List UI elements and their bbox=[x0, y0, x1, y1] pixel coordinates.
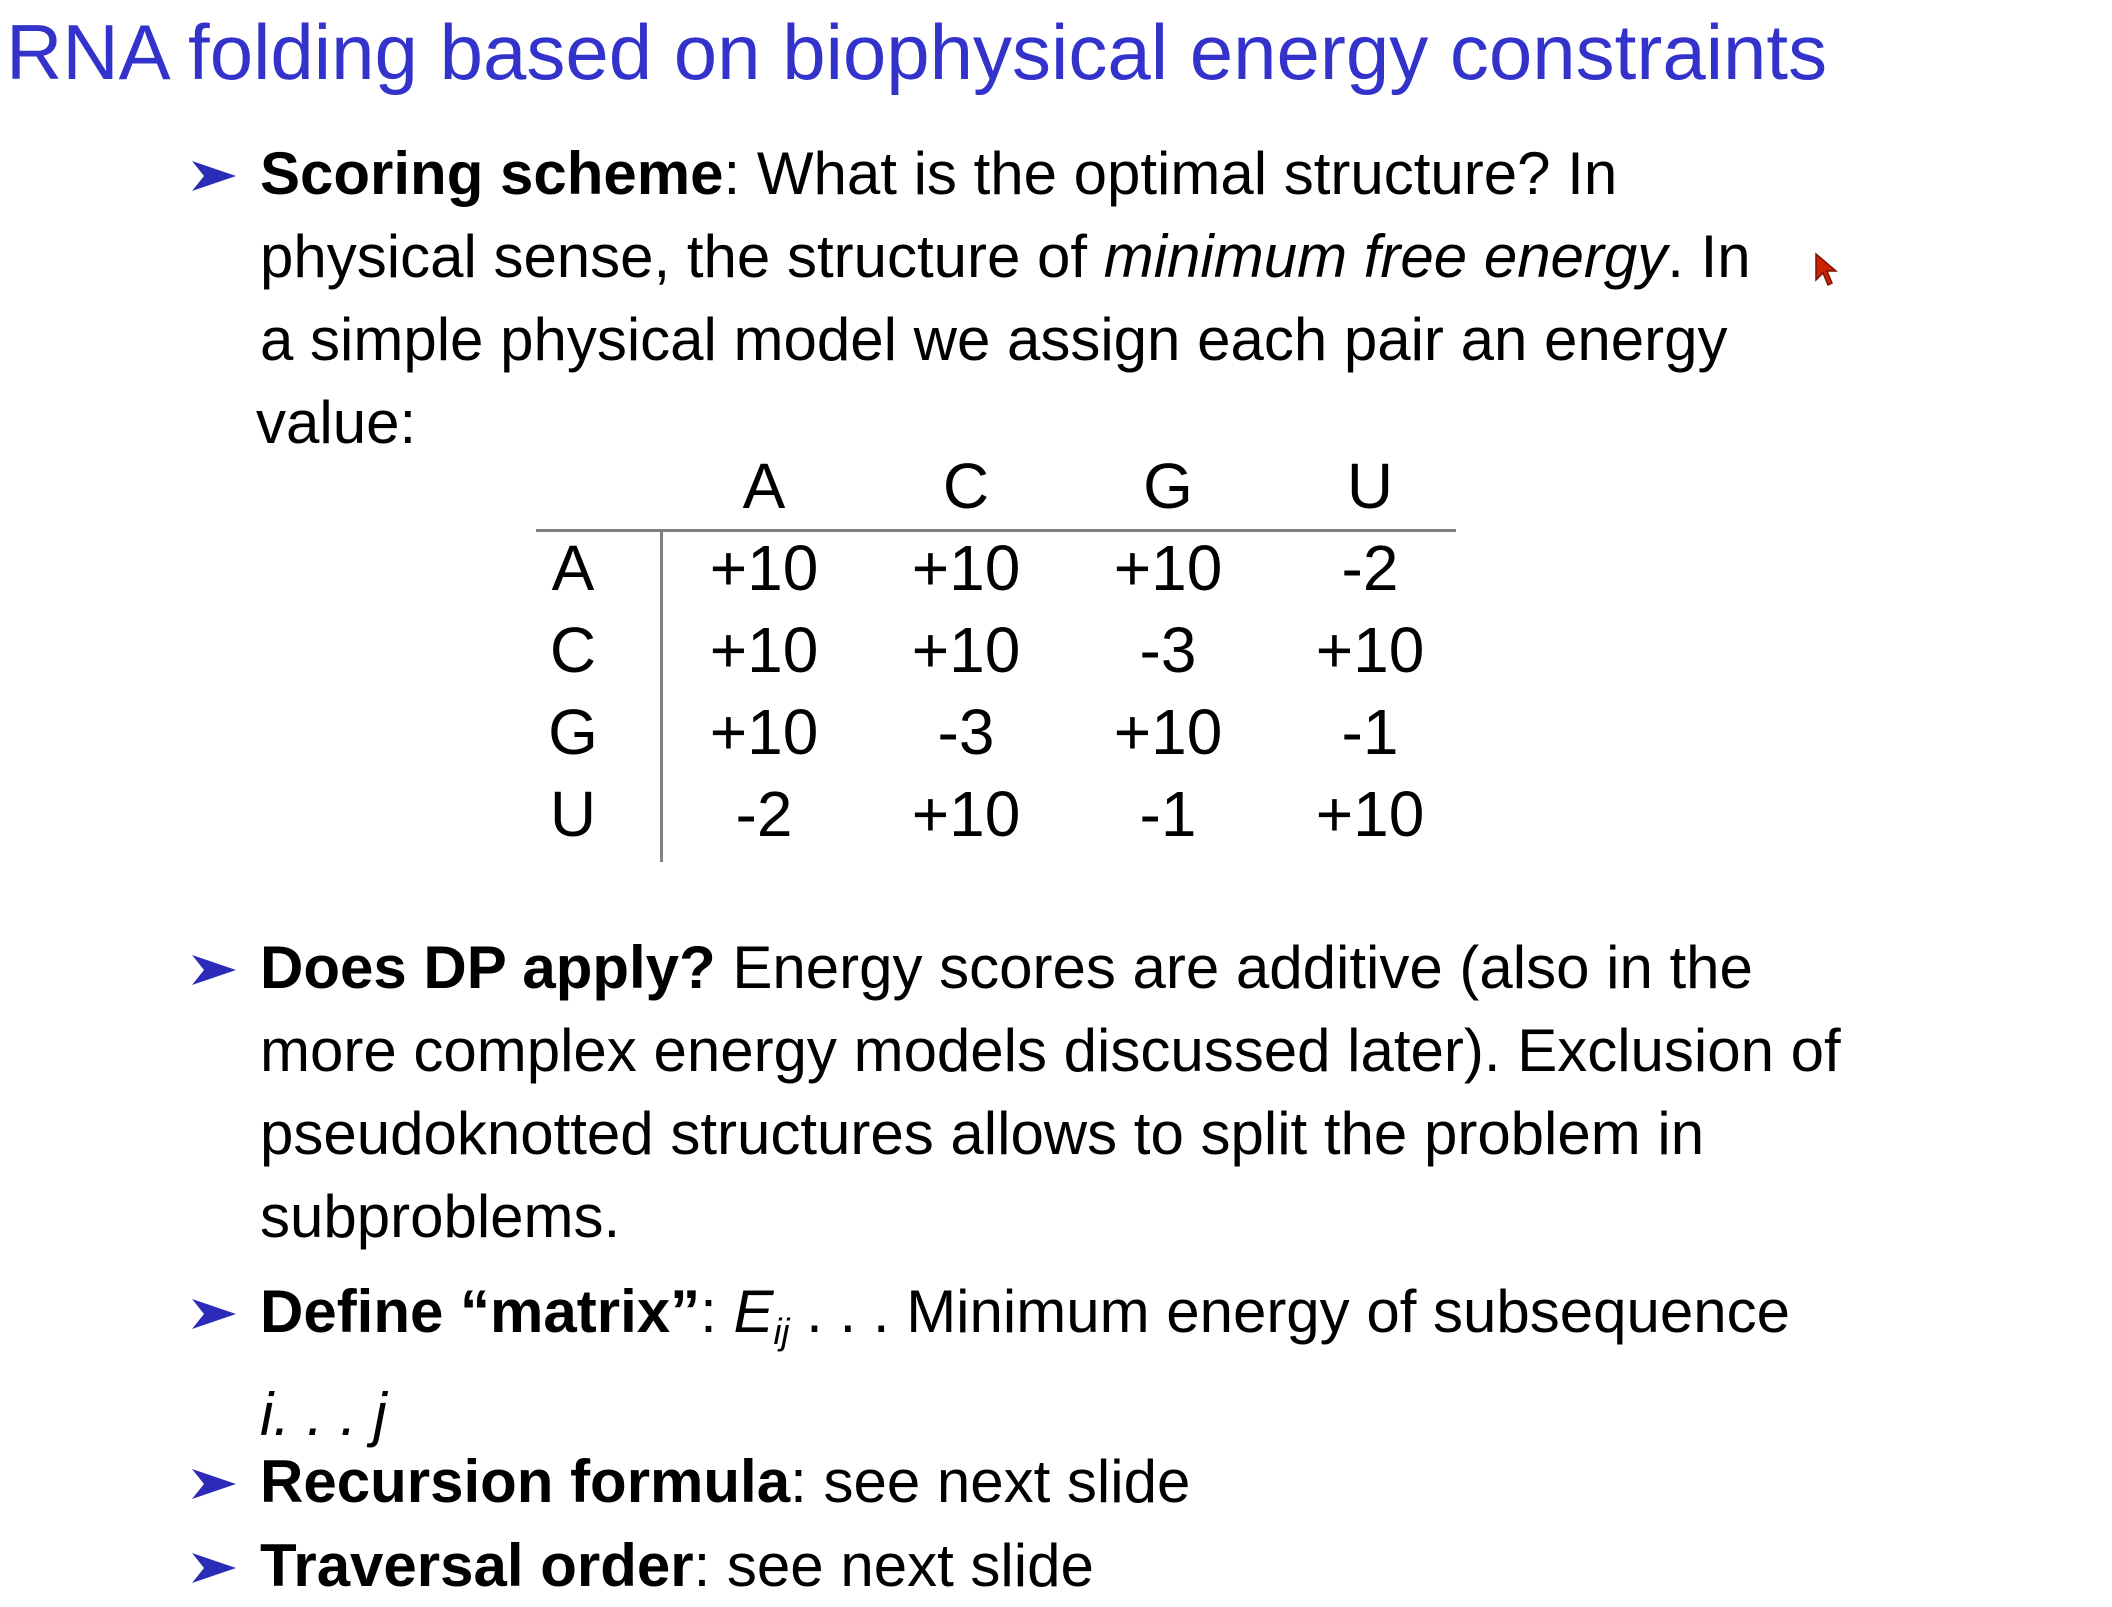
matrix-subscript: ij bbox=[773, 1311, 790, 1352]
bullet-define-matrix bbox=[192, 1270, 1790, 1456]
bullet-text-line: Energy scores are additive (also in the bbox=[715, 934, 1753, 1001]
column-header: C bbox=[942, 450, 990, 522]
row-header: G bbox=[548, 696, 598, 768]
bullet-text-line: : see next slide bbox=[790, 1448, 1191, 1515]
energy-cell: +10 bbox=[911, 614, 1021, 686]
energy-cell: +10 bbox=[911, 532, 1021, 604]
bullet-text-line: . . . Minimum energy of subsequence bbox=[789, 1278, 1791, 1345]
bullet-label-scoring: Scoring scheme bbox=[260, 140, 724, 207]
energy-cell: -3 bbox=[1139, 614, 1197, 686]
bullet-text-line: What is the optimal structure? In bbox=[740, 140, 1618, 207]
arrowhead-right-icon bbox=[192, 132, 240, 215]
matrix-variable: E bbox=[733, 1278, 774, 1345]
energy-cell: -2 bbox=[735, 778, 793, 850]
energy-cell: -1 bbox=[1341, 696, 1399, 768]
energy-cell: -3 bbox=[937, 696, 995, 768]
row-label-rule bbox=[660, 532, 663, 862]
energy-cell: +10 bbox=[709, 696, 819, 768]
arrowhead-right-icon bbox=[192, 1524, 240, 1607]
energy-cell: +10 bbox=[1315, 614, 1425, 686]
arrowhead-right-icon bbox=[192, 1270, 240, 1353]
row-header: A bbox=[551, 532, 595, 604]
energy-cell: +10 bbox=[1315, 778, 1425, 850]
column-header: A bbox=[742, 450, 786, 522]
bullet-text-line: : see next slide bbox=[693, 1532, 1094, 1599]
bullet-label-recursion: Recursion formula bbox=[260, 1448, 791, 1515]
row-header: C bbox=[549, 614, 597, 686]
bullet-text-line: . In bbox=[1667, 223, 1751, 290]
index-range: i. . . j bbox=[260, 1381, 387, 1448]
bullet-label-define: Define “matrix” bbox=[260, 1278, 701, 1345]
bullet-text-line: more complex energy models discussed later). Exclusion of bbox=[260, 1017, 1841, 1084]
bullet-text-line: subproblems. bbox=[260, 1183, 621, 1250]
bullet-scoring-scheme bbox=[192, 132, 1751, 464]
energy-cell: +10 bbox=[709, 614, 819, 686]
bullet-does-dp-apply bbox=[192, 926, 1841, 1258]
column-header: G bbox=[1143, 450, 1193, 522]
colon-text: : bbox=[700, 1278, 717, 1345]
energy-cell: +10 bbox=[1113, 696, 1223, 768]
energy-cell: -2 bbox=[1341, 532, 1399, 604]
energy-matrix-table bbox=[532, 446, 1472, 864]
bullet-label-traversal: Traversal order bbox=[260, 1532, 694, 1599]
row-header: U bbox=[549, 778, 597, 850]
colon-text: : bbox=[723, 140, 741, 207]
emphasis-text: minimum free energy bbox=[1103, 223, 1668, 290]
energy-cell: +10 bbox=[1113, 532, 1223, 604]
bullet-text-line: pseudoknotted structures allows to split the problem in bbox=[260, 1100, 1705, 1167]
bullet-label-dp: Does DP apply? bbox=[260, 934, 716, 1001]
bullet-text-line: a simple physical model we assign each pair an energy bbox=[260, 306, 1728, 373]
energy-cell: -1 bbox=[1139, 778, 1197, 850]
arrowhead-right-icon bbox=[192, 926, 240, 1009]
arrowhead-right-icon bbox=[192, 1440, 240, 1523]
energy-cell: +10 bbox=[911, 778, 1021, 850]
bullet-text-line: physical sense, the structure of bbox=[260, 223, 1104, 290]
energy-cell: +10 bbox=[709, 532, 819, 604]
bullet-text-line: value: bbox=[256, 389, 417, 456]
bullet-traversal-order bbox=[192, 1524, 1094, 1607]
bullet-recursion-formula bbox=[192, 1440, 1190, 1523]
column-header: U bbox=[1346, 450, 1394, 522]
mouse-pointer-icon bbox=[1814, 252, 1838, 293]
slide-title: RNA folding based on biophysical energy constraints bbox=[6, 8, 1828, 96]
